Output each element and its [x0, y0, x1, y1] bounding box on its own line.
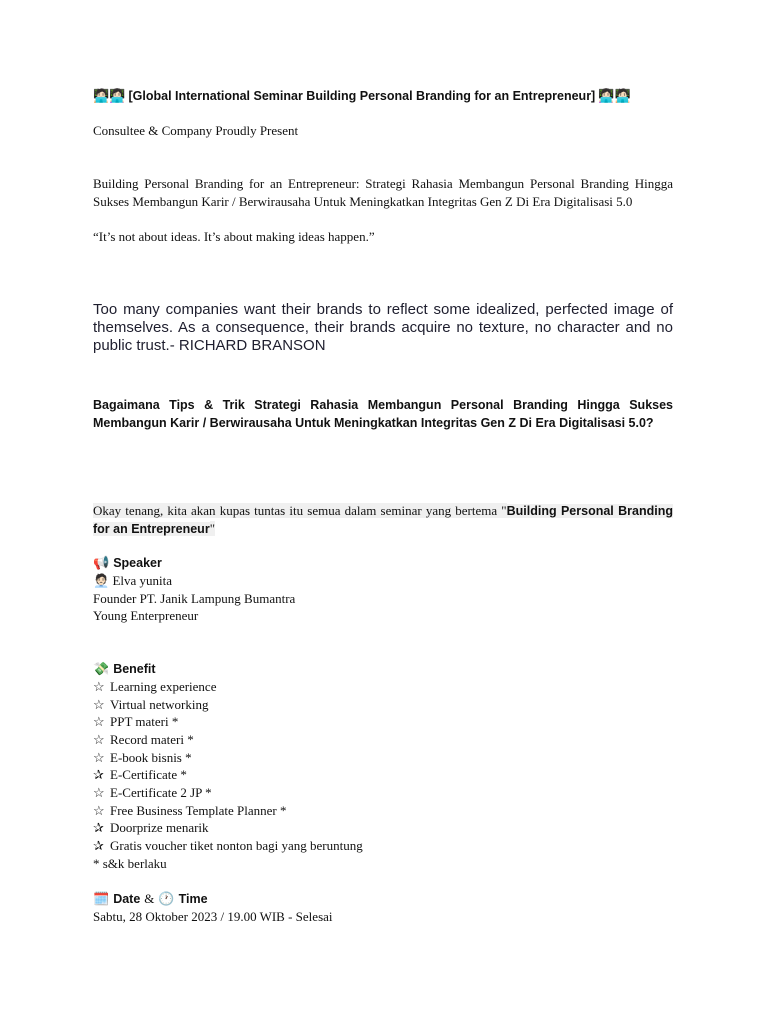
benefit-item [93, 784, 212, 802]
benefit-heading [93, 660, 673, 678]
benefit-label: Benefit [113, 662, 156, 676]
question-paragraph: Bagaimana Tips & Trik Strategi Rahasia Membangun Personal Branding Hingga Sukses Membangun Karir / Berwirausaha Untuk Meningkatkan Integritas Gen Z Di Era Digitalisasi 5.0? [93, 398, 673, 430]
benefit-text: Gratis voucher tiket nonton bagi yang beruntung [110, 838, 363, 853]
star-icon: ☆ [93, 732, 105, 747]
benefit-item [93, 731, 194, 749]
benefit-text: E-Certificate 2 JP * [110, 785, 212, 800]
benefit-item [93, 713, 178, 731]
office-worker-icon: 🧑🏻‍💼 [93, 573, 110, 588]
benefit-text: Virtual networking [110, 697, 209, 712]
time-label: Time [178, 892, 208, 906]
speaker-heading [93, 554, 673, 572]
benefit-text: E-Certificate * [110, 767, 187, 782]
clock-icon: 🕐 [158, 891, 175, 906]
benefit-text: Learning experience [110, 679, 217, 694]
schedule-value: Sabtu, 28 Oktober 2023 / 19.00 WIB - Selesai [93, 909, 333, 924]
technologist-icon: 👩🏻‍💻 [109, 88, 126, 103]
benefit-item [93, 819, 209, 837]
presenter-line: Consultee & Company Proudly Present [93, 123, 299, 138]
benefit-item [93, 802, 286, 820]
money-with-wings-icon: 💸 [93, 661, 110, 676]
star-icon: ✰ [93, 767, 104, 782]
star-icon: ☆ [93, 785, 105, 800]
star-icon: ☆ [93, 679, 105, 694]
branson-quote: Too many companies want their brands to reflect some idealized, perfected image of themselves. As a consequence, their brands acquire no texture, no character and no public trust.- RICHARD BRANSON [93, 301, 673, 354]
technologist-icon: 🧑🏻‍💻 [614, 88, 631, 103]
intro-tagline: “It’s not about ideas. It’s about making ideas happen.” [93, 229, 375, 244]
invitation-paragraph [93, 502, 673, 538]
technologist-icon: 🧑🏻‍💻 [93, 88, 110, 103]
benefit-text: PPT materi * [110, 714, 179, 729]
date-label: Date [113, 892, 141, 906]
star-icon: ☆ [93, 803, 105, 818]
speaker-role: Founder PT. Janik Lampung Bumantra [93, 591, 296, 606]
calendar-icon: 🗓️ [93, 891, 110, 906]
benefit-text: Record materi * [110, 732, 194, 747]
benefit-text: E-book bisnis * [110, 750, 192, 765]
benefit-item [93, 696, 209, 714]
benefit-item [93, 766, 187, 784]
benefit-item [93, 837, 363, 855]
event-title: [Global International Seminar Building Personal Branding for an Entrepreneur] [128, 89, 596, 103]
speaker-name: Elva yunita [112, 573, 173, 588]
benefit-text: Free Business Template Planner * [110, 803, 287, 818]
megaphone-icon: 📢 [93, 555, 110, 570]
speaker-label: Speaker [113, 556, 162, 570]
seminar-theme: Building Personal Branding for an Entrepreneur [93, 504, 674, 536]
star-icon: ☆ [93, 750, 105, 765]
star-icon: ☆ [93, 697, 105, 712]
benefit-text: Doorprize menarik [110, 820, 209, 835]
header-line [93, 87, 673, 105]
invitation-end: " [209, 521, 215, 536]
schedule-heading [93, 890, 673, 908]
speaker-role: Young Enterpreneur [93, 608, 199, 623]
technologist-icon: 👩🏻‍💻 [598, 88, 615, 103]
speaker-name-line [93, 572, 673, 590]
star-icon: ☆ [93, 714, 105, 729]
intro-headline: Building Personal Branding for an Entrepreneur: Strategi Rahasia Membangun Personal Branding Hingga Sukses Membangun Karir / Berwirausaha Untuk Meningkatkan Integritas Gen Z Di Era Digitalisasi 5.0 [93, 176, 673, 209]
benefit-note: * s&k berlaku [93, 856, 167, 871]
benefit-item [93, 749, 192, 767]
ampersand: & [144, 891, 155, 906]
benefit-item [93, 678, 216, 696]
star-icon: ✰ [93, 820, 104, 835]
invitation-text: Okay tenang, kita akan kupas tuntas itu semua dalam seminar yang bertema " [93, 503, 507, 518]
star-icon: ✰ [93, 838, 104, 853]
